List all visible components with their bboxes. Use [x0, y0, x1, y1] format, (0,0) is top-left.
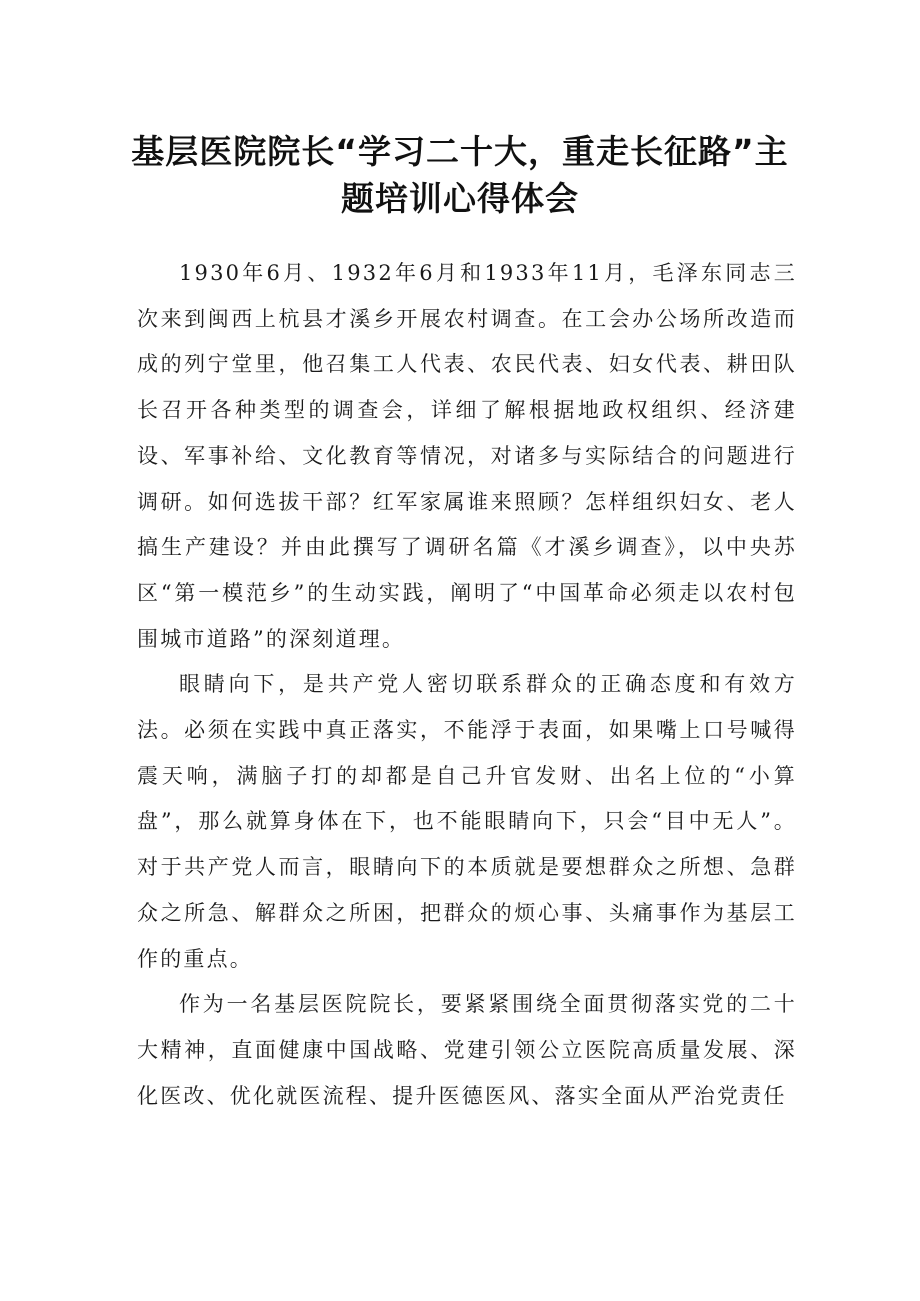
document-title: 基层医院院长“学习二十大，重走长征路”主题培训心得体会: [131, 132, 789, 218]
paragraph-1: 1930年6月、1932年6月和1933年11月，毛泽东同志三次来到闽西上杭县才溪乡开展农村调查。在工会办公场所改造而成的列宁堂里，他召集工人代表、农民代表、妇女代表、耕田队长召开各种类型的调查会，详细了解根据地政权组织、经济建设、军事补给、文化教育等情况，对诸多与实际结合的问题进行调研。如何选拔干部？红军家属谁来照顾？怎样组织妇女、老人搞生产建设？并由此撰写了调研名篇《才溪乡调查》，以中央苏区“第一模范乡”的生动实践，阐明了“中国革命必须走以农村包围城市道路”的深刻道理。: [137, 261, 797, 651]
paragraph-2: 眼睛向下，是共产党人密切联系群众的正确态度和有效方法。必须在实践中真正落实，不能浮于表面，如果嘴上口号喊得震天响，满脑子打的却都是自己升官发财、出名上位的“小算盘”，那么就算身体在下，也不能眼睛向下，只会“目中无人”。对于共产党人而言，眼睛向下的本质就是要想群众之所想、急群众之所急、解群众之所困，把群众的烦心事、头痛事作为基层工作的重点。: [137, 672, 797, 971]
paragraph-3: 作为一名基层医院院长，要紧紧围绕全面贯彻落实党的二十大精神，直面健康中国战略、党建引领公立医院高质量发展、深化医改、优化就医流程、提升医德医风、落实全面从严治党责任: [137, 992, 797, 1108]
document-body: [137, 251, 797, 1119]
